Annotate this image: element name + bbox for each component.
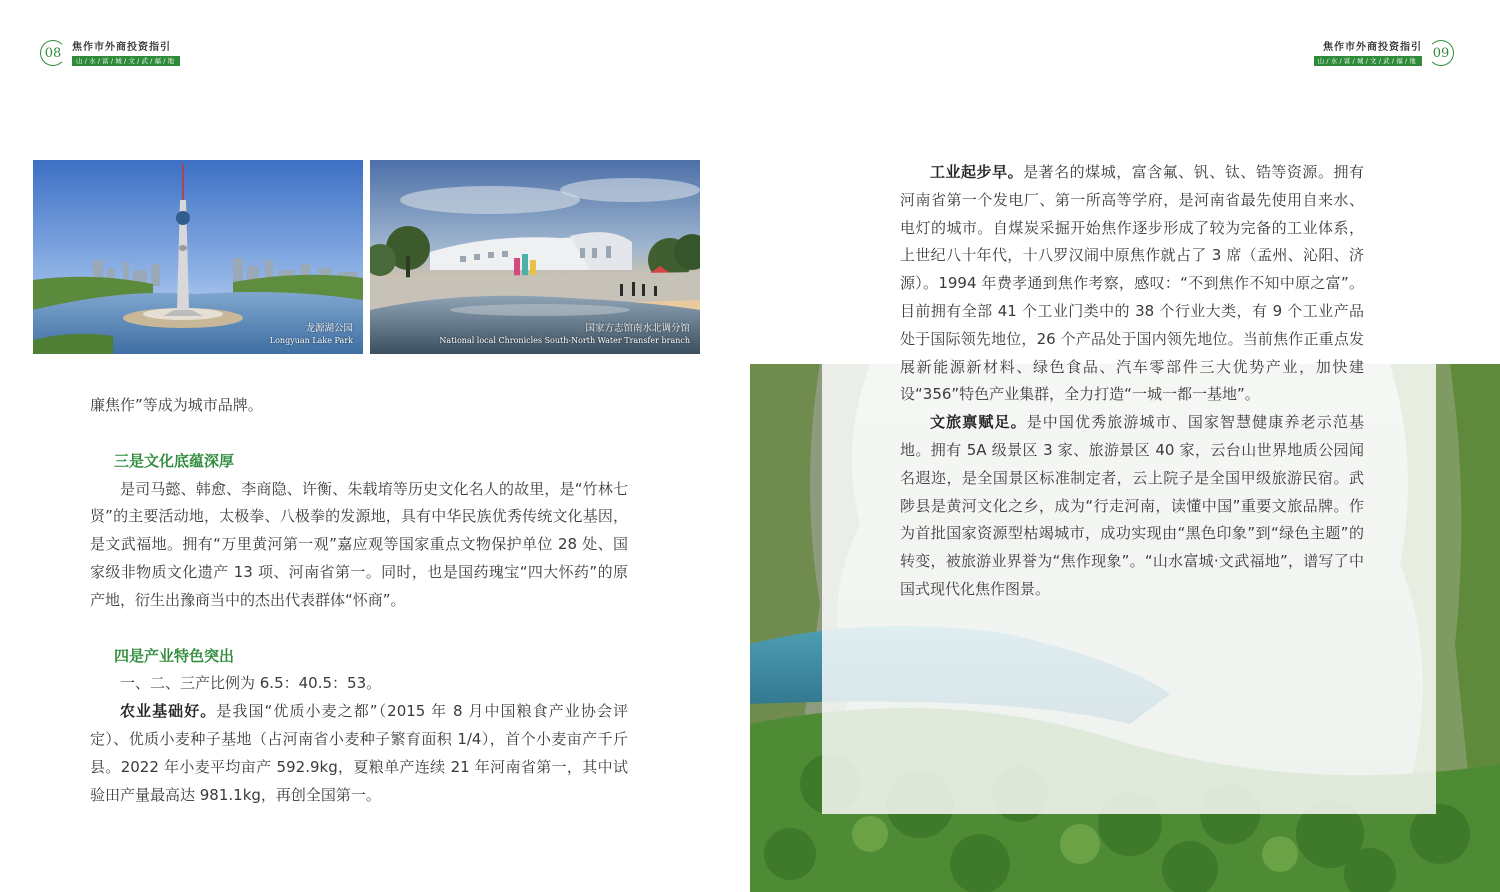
right-header-text: [1314, 41, 1422, 66]
right-page-number: 09: [1428, 40, 1454, 66]
tourism-paragraph: [900, 409, 1364, 604]
tourism-body: 是中国优秀旅游城市、国家智慧健康养老示范基地。拥有 5A 级景区 3 家、旅游景区 40 家，云台山世界地质公园闻名遐迩，是全国景区标准制定者，云上院子是全国甲级旅游民宿。武陟县是黄河文化之乡，成为“行走河南，读懂中国”重要文旅品牌。作为首批国家资源型枯竭城市，成功实现由“黑色印象”到“绿色主题”的转变，被旅游业界誉为“焦作现象”。“山水富城·文武福地”，谱写了中国式现代化焦作图景。: [900, 413, 1364, 598]
left-header-text: [72, 41, 180, 66]
right-text-column: [900, 159, 1364, 604]
industry-label: 工业起步早。: [930, 163, 1024, 181]
section-3-heading: 三是文化底蕴深厚: [114, 451, 235, 470]
left-header: [40, 40, 186, 66]
right-header-subtitle: 山/水/富/城/文/武/福/地: [1314, 56, 1422, 66]
industry-ratio: 一、二、三产比例为 6.5：40.5：53。: [120, 674, 382, 693]
left-header-title: 焦作市外商投资指引: [72, 41, 171, 53]
industry-paragraph: [900, 159, 1364, 409]
intro-tail: 廉焦作”等成为城市品牌。: [90, 396, 263, 414]
photo-2-caption: [439, 322, 690, 346]
tourism-label: 文旅禀赋足。: [930, 413, 1027, 432]
photo-longyuan-lake-park: [33, 160, 363, 354]
agriculture-body: 是我国“优质小麦之都”（2015 年 8 月中国粮食产业协会评定）、优质小麦种子基地（占河南省小麦种子繁育面积 1/4），首个小麦亩产千斤县。2022 年小麦平均亩产 592.9kg，夏粮单产连续 21 年河南省第一，其中试验田产量最高达 981.1kg，再创全国第一。: [90, 702, 628, 804]
right-page: [750, 0, 1500, 892]
right-header: [1308, 40, 1454, 66]
agriculture-paragraph: [90, 698, 628, 809]
photo-2-caption-en: National local Chronicles South-North Water Transfer branch: [439, 336, 690, 345]
left-page-number: 08: [40, 40, 66, 66]
photo-chronicles-museum: [370, 160, 700, 354]
section-4-heading: 四是产业特色突出: [114, 646, 235, 665]
industry-body: 是著名的煤城，富含氟、钒、钛、锆等资源。拥有河南省第一个发电厂、第一所高等学府，是河南省最先使用自来水、电灯的城市。自煤炭采掘开始焦作逐步形成了较为完备的工业体系，上世纪八十年代，十八罗汉闹中原焦作就占了 3 席（孟州、沁阳、济源）。1994 年费孝通到焦作考察，感叹：“不到焦作不知中原之富”。目前拥有全部 41 个工业门类中的 38 个行业大类，有 9 个工业产品处于国际领先地位，26 个产品处于国内领先地位。当前焦作正重点发展新能源新材料、绿色食品、汽车零部件三大优势产业，加快建设“356”特色产业集群，全力打造“一城一都一基地”。: [900, 163, 1364, 404]
left-header-subtitle: 山/水/富/城/文/武/福/地: [72, 56, 180, 66]
agriculture-label: 农业基础好。: [120, 702, 217, 721]
photo-1-caption-cn: 龙源湖公园: [305, 323, 353, 334]
photo-2-caption-cn: 国家方志馆南水北调分馆: [585, 323, 690, 334]
photo-1-caption: [270, 322, 353, 346]
right-header-title: 焦作市外商投资指引: [1323, 41, 1422, 53]
left-text-column: [90, 392, 628, 809]
photo-1-caption-en: Longyuan Lake Park: [269, 336, 353, 345]
section-3-body: 是司马懿、韩愈、李商隐、许衡、朱载堉等历史文化名人的故里，是“竹林七贤”的主要活动地，太极拳、八极拳的发源地，具有中华民族优秀传统文化基因，是文武福地。拥有“万里黄河第一观”嘉应观等国家重点文物保护单位 28 处、国家级非物质文化遗产 13 项、河南省第一。同时，也是国药瑰宝“四大怀药”的原产地，衍生出豫商当中的杰出代表群体“怀商”。: [90, 479, 628, 609]
